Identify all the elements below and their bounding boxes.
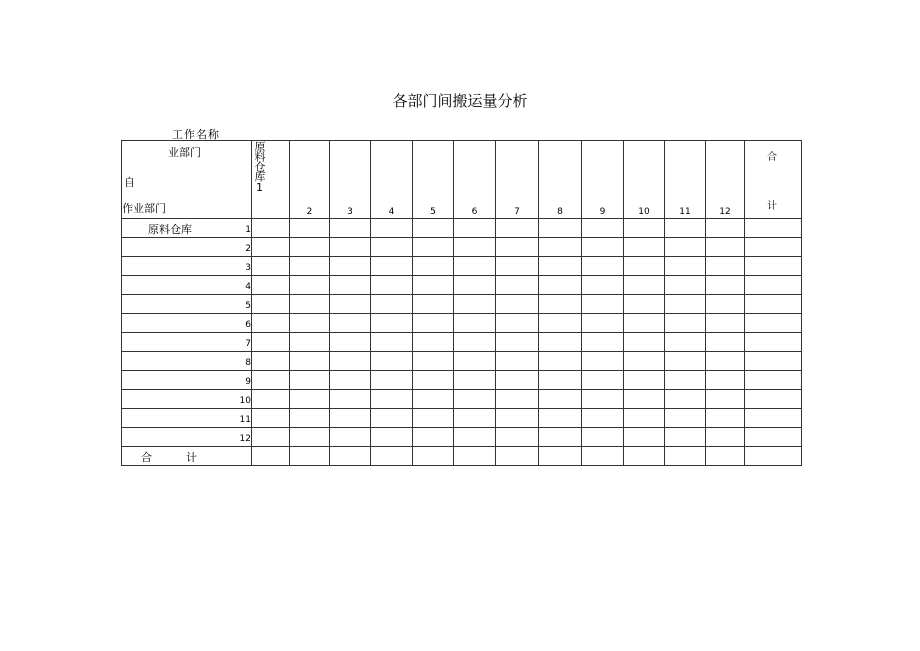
column-header-label: 5: [430, 207, 436, 217]
table-cell: [706, 257, 745, 276]
table-cell: [665, 257, 706, 276]
table-cell: [290, 371, 330, 390]
column-header: [496, 141, 539, 219]
column-header-label: 3: [347, 207, 353, 217]
column-header-label: 8: [557, 207, 563, 217]
table-cell: [665, 409, 706, 428]
table-row: [122, 276, 802, 295]
table-cell: [454, 314, 496, 333]
table-cell: [252, 352, 290, 371]
table-cell: [539, 428, 582, 447]
column-header-label: 7: [514, 207, 520, 217]
table-cell: [665, 276, 706, 295]
table-cell: [496, 333, 539, 352]
table-cell: [624, 219, 665, 238]
row-label-cell: [122, 409, 252, 428]
table-cell: [745, 390, 802, 409]
corner-bottom-label: 作业部门: [122, 202, 166, 215]
table-cell: [496, 390, 539, 409]
table-cell: [330, 409, 371, 428]
table-cell: [454, 409, 496, 428]
table-cell: [539, 409, 582, 428]
row-name: 原料仓库: [148, 223, 192, 236]
table-cell: [330, 257, 371, 276]
table-cell: [330, 428, 371, 447]
table-cell: [290, 333, 330, 352]
table-cell: [290, 257, 330, 276]
table-cell: [665, 447, 706, 466]
table-cell: [706, 238, 745, 257]
table-cell: [539, 257, 582, 276]
table-cell: [496, 409, 539, 428]
column-header-label: 11: [679, 207, 691, 217]
row-label-cell: [122, 257, 252, 276]
table-cell: [745, 333, 802, 352]
table-cell: [582, 219, 624, 238]
table-cell: [539, 238, 582, 257]
table-cell: [371, 238, 413, 257]
table-cell: [665, 371, 706, 390]
column-header-label: 4: [388, 207, 395, 217]
table-cell: [290, 314, 330, 333]
table-row: [122, 428, 802, 447]
table-cell: [371, 295, 413, 314]
table-row: [122, 314, 802, 333]
table-cell: [706, 352, 745, 371]
table-cell: [454, 333, 496, 352]
table-cell: [539, 371, 582, 390]
row-number: 1: [245, 225, 251, 235]
table-cell: [706, 295, 745, 314]
table-cell: [745, 238, 802, 257]
table-cell: [624, 447, 665, 466]
table-cell: [252, 447, 290, 466]
table-cell: [290, 352, 330, 371]
column-header-label: 9: [599, 207, 606, 217]
table-cell: [454, 257, 496, 276]
table-cell: [624, 257, 665, 276]
table-cell: [454, 295, 496, 314]
table-cell: [330, 333, 371, 352]
column-header: [454, 141, 496, 219]
column-header-1-label: 原料仓库1: [253, 141, 266, 193]
table-cell: [252, 238, 290, 257]
table-cell: [496, 238, 539, 257]
table-cell: [252, 333, 290, 352]
table-cell: [371, 333, 413, 352]
column-header: [582, 141, 624, 219]
table-cell: [496, 314, 539, 333]
table-cell: [413, 238, 454, 257]
table-cell: [252, 390, 290, 409]
row-label-cell: [122, 428, 252, 447]
table-cell: [745, 276, 802, 295]
corner-top-label: 业部门: [168, 146, 201, 159]
table-cell: [745, 428, 802, 447]
table-cell: [252, 257, 290, 276]
row-label-cell: [122, 390, 252, 409]
column-header: [413, 141, 454, 219]
table-cell: [745, 447, 802, 466]
table-cell: [371, 314, 413, 333]
table-cell: [413, 257, 454, 276]
table-cell: [582, 295, 624, 314]
row-label-cell: [122, 219, 252, 238]
table-cell: [706, 219, 745, 238]
table-cell: [665, 238, 706, 257]
table-cell: [290, 428, 330, 447]
table-cell: [582, 238, 624, 257]
table-cell: [496, 352, 539, 371]
table-cell: [624, 333, 665, 352]
table-row: [122, 219, 802, 238]
table-cell: [413, 447, 454, 466]
column-header-label: 12: [719, 207, 731, 217]
column-header-label: 6: [471, 207, 478, 217]
table-cell: [454, 428, 496, 447]
transport-analysis-table: [121, 140, 802, 466]
table-row: [122, 295, 802, 314]
table-cell: [539, 314, 582, 333]
table-cell: [290, 409, 330, 428]
table-cell: [371, 257, 413, 276]
table-cell: [454, 371, 496, 390]
table-cell: [706, 333, 745, 352]
table-cell: [665, 428, 706, 447]
column-header: [624, 141, 665, 219]
table-cell: [539, 352, 582, 371]
table-cell: [582, 352, 624, 371]
column-header: [539, 141, 582, 219]
table-cell: [665, 219, 706, 238]
table-cell: [624, 352, 665, 371]
table-cell: [665, 333, 706, 352]
total-row-label-a: 合: [141, 451, 152, 464]
table-cell: [413, 333, 454, 352]
table-cell: [624, 295, 665, 314]
table-cell: [496, 257, 539, 276]
table-cell: [496, 428, 539, 447]
header-row: [122, 141, 802, 219]
row-number: 10: [239, 396, 251, 406]
row-number: 2: [245, 244, 251, 254]
table-row: [122, 409, 802, 428]
table-cell: [252, 295, 290, 314]
table-cell: [330, 295, 371, 314]
table-cell: [582, 428, 624, 447]
table-cell: [413, 390, 454, 409]
table-cell: [290, 390, 330, 409]
table-cell: [624, 314, 665, 333]
table-cell: [624, 371, 665, 390]
column-header: [665, 141, 706, 219]
table-cell: [706, 447, 745, 466]
row-number: 5: [245, 301, 251, 311]
table-cell: [371, 371, 413, 390]
table-cell: [454, 352, 496, 371]
table-cell: [371, 409, 413, 428]
table-cell: [454, 390, 496, 409]
table-cell: [496, 447, 539, 466]
table-cell: [582, 333, 624, 352]
table-cell: [745, 314, 802, 333]
table-cell: [539, 219, 582, 238]
total-column-bottom: 计: [767, 201, 777, 212]
table-cell: [371, 428, 413, 447]
column-header-1: [252, 141, 290, 219]
table-cell: [582, 276, 624, 295]
table-cell: [706, 276, 745, 295]
table-cell: [371, 219, 413, 238]
table-cell: [624, 409, 665, 428]
table-cell: [496, 295, 539, 314]
corner-middle-label: 自: [124, 176, 135, 189]
table-cell: [539, 276, 582, 295]
table-cell: [371, 447, 413, 466]
table-cell: [706, 428, 745, 447]
table-cell: [330, 219, 371, 238]
page-title: 各部门间搬运量分析: [392, 92, 528, 110]
table-cell: [496, 371, 539, 390]
table-cell: [252, 276, 290, 295]
total-row-label-b: 计: [186, 451, 197, 464]
table-cell: [624, 428, 665, 447]
table-row: [122, 390, 802, 409]
column-header-label: 2: [306, 207, 313, 217]
row-number: 4: [245, 282, 251, 292]
table-cell: [252, 314, 290, 333]
column-header: [371, 141, 413, 219]
table-cell: [706, 371, 745, 390]
row-number: 11: [239, 415, 251, 425]
row-label-cell: [122, 276, 252, 295]
table-cell: [582, 314, 624, 333]
table-cell: [330, 390, 371, 409]
table-cell: [582, 447, 624, 466]
table-cell: [371, 276, 413, 295]
row-number: 3: [245, 263, 251, 273]
column-header: [330, 141, 371, 219]
table-cell: [582, 371, 624, 390]
row-number: 7: [245, 339, 251, 349]
table-cell: [539, 333, 582, 352]
table-cell: [330, 352, 371, 371]
table-cell: [413, 352, 454, 371]
table-cell: [290, 295, 330, 314]
table-cell: [706, 314, 745, 333]
table-cell: [745, 295, 802, 314]
table-cell: [665, 314, 706, 333]
row-number: 8: [245, 358, 251, 368]
row-number: 6: [245, 320, 251, 330]
column-header-label: 10: [638, 207, 650, 217]
table-cell: [624, 390, 665, 409]
table-cell: [413, 314, 454, 333]
table-cell: [454, 238, 496, 257]
table-cell: [624, 238, 665, 257]
table-row: [122, 371, 802, 390]
table-cell: [413, 428, 454, 447]
total-row: [122, 447, 802, 466]
table-cell: [582, 390, 624, 409]
table-cell: [665, 295, 706, 314]
row-number: 9: [245, 377, 251, 387]
table-cell: [413, 371, 454, 390]
table-cell: [413, 409, 454, 428]
table-cell: [371, 352, 413, 371]
table-cell: [252, 219, 290, 238]
table-cell: [330, 238, 371, 257]
table-cell: [252, 409, 290, 428]
total-column-header: [745, 141, 802, 219]
table-cell: [745, 371, 802, 390]
table-cell: [454, 276, 496, 295]
table-cell: [330, 371, 371, 390]
table-cell: [290, 238, 330, 257]
table-cell: [290, 276, 330, 295]
table-row: [122, 257, 802, 276]
row-label-cell: [122, 333, 252, 352]
table-cell: [413, 219, 454, 238]
table-row: [122, 352, 802, 371]
table-cell: [745, 352, 802, 371]
row-label-cell: [122, 238, 252, 257]
table-cell: [371, 390, 413, 409]
table-cell: [539, 295, 582, 314]
total-column-top: 合: [767, 152, 777, 163]
table-cell: [290, 219, 330, 238]
row-label-cell: [122, 295, 252, 314]
row-number: 12: [239, 434, 251, 444]
column-header: [706, 141, 745, 219]
table-cell: [665, 352, 706, 371]
corner-cell: [122, 141, 252, 219]
table-cell: [413, 276, 454, 295]
column-header: [290, 141, 330, 219]
table-row: [122, 238, 802, 257]
table-cell: [539, 447, 582, 466]
table-cell: [665, 390, 706, 409]
total-row-label-cell: [122, 447, 252, 466]
row-label-cell: [122, 371, 252, 390]
table-cell: [413, 295, 454, 314]
table-cell: [496, 276, 539, 295]
row-label-cell: [122, 352, 252, 371]
table-cell: [582, 257, 624, 276]
table-cell: [330, 447, 371, 466]
table-cell: [290, 447, 330, 466]
table-cell: [330, 276, 371, 295]
table-row: [122, 333, 802, 352]
table-cell: [454, 447, 496, 466]
table-cell: [706, 409, 745, 428]
table-cell: [582, 409, 624, 428]
table-cell: [454, 219, 496, 238]
table-cell: [252, 371, 290, 390]
table-cell: [330, 314, 371, 333]
table-cell: [496, 219, 539, 238]
table-cell: [745, 409, 802, 428]
row-label-cell: [122, 314, 252, 333]
table-cell: [745, 257, 802, 276]
table-cell: [624, 276, 665, 295]
work-name-label: 工作名称: [172, 128, 220, 141]
table-cell: [539, 390, 582, 409]
table-cell: [745, 219, 802, 238]
table-cell: [706, 390, 745, 409]
table-cell: [252, 428, 290, 447]
